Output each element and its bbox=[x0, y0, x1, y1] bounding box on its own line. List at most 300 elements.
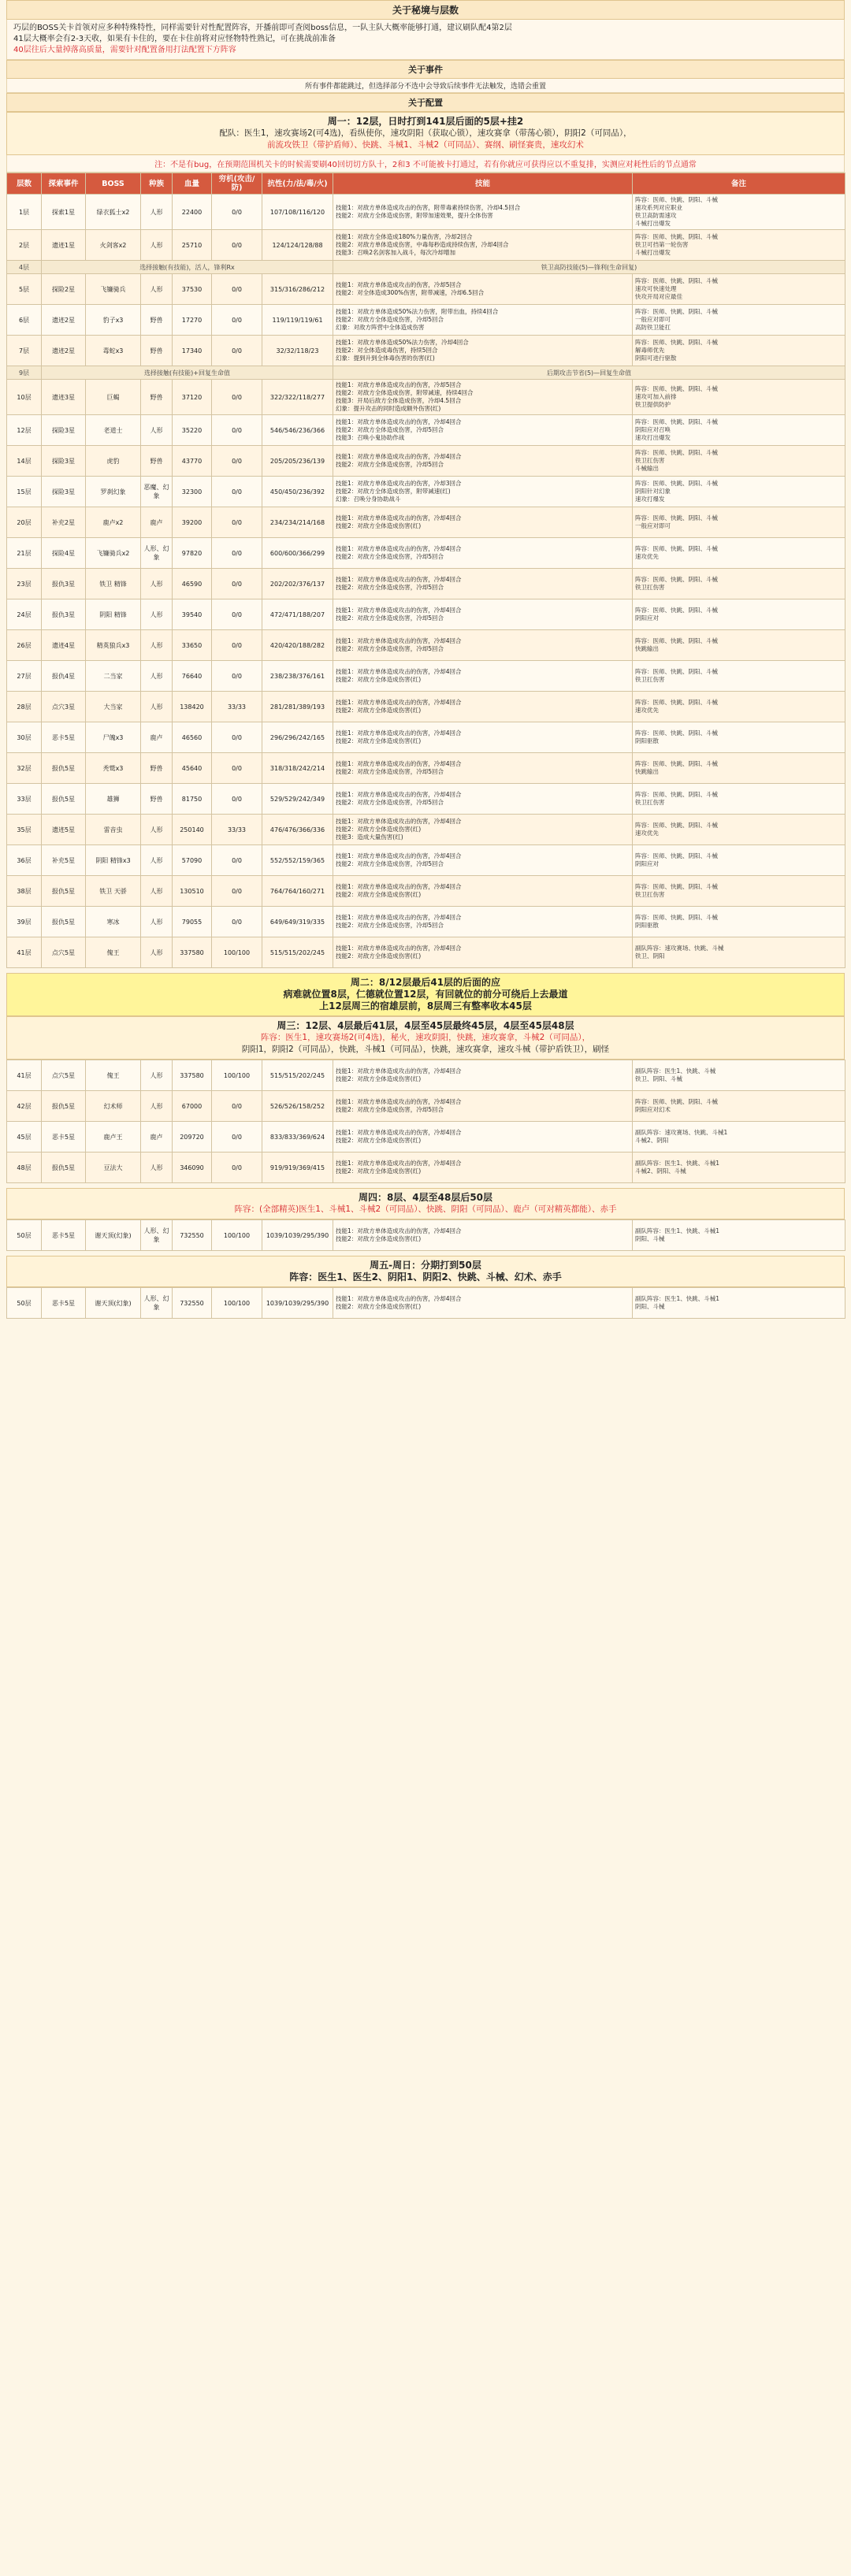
hp-cell: 97820 bbox=[173, 538, 212, 569]
table-row bbox=[7, 415, 845, 446]
divider-event-cell: 选择接触(有技能)，活人，锋利Rx bbox=[42, 261, 333, 274]
week2-line: 阵容：医生1，速攻赛场2(可4选)，秘火，速攻阴阳，快跳，速攻赛拿，斗械2（可同品）， bbox=[260, 1033, 591, 1042]
divider-row bbox=[7, 366, 845, 380]
block-cell: 0/0 bbox=[212, 446, 262, 477]
hp-cell: 76640 bbox=[173, 661, 212, 692]
skill-cell: 技能1：对敌方单体造成攻击的伤害，冷却4回合 技能2：对敌方全体造成伤害，冷却5回合 bbox=[333, 753, 633, 784]
floor-cell: 41层 bbox=[7, 1060, 42, 1091]
boss-cell: 豹子x3 bbox=[86, 305, 141, 336]
race-cell: 鹿卢 bbox=[141, 507, 173, 538]
floor-cell: 41层 bbox=[7, 937, 42, 968]
floor-cell: 23层 bbox=[7, 569, 42, 599]
skill-cell: 技能1：对敌方单体造成攻击的伤害，冷却5回合 技能2：对敌方全体造成伤害，附带减速，持续4回合 技能3：开局后敌方全体造成伤害，冷却4.5回合 幻象：提升攻击的同时造成额外伤害(红) bbox=[333, 380, 633, 415]
week2-line: 周二：8/12层最后41层的后面的应 bbox=[350, 977, 501, 988]
block-cell: 0/0 bbox=[212, 415, 262, 446]
divider-skill-cell: 后期攻击节省(5)—回复生命值 bbox=[333, 366, 845, 380]
intro-line: 40层往后大量掉落高质量，需要针对配置备用打法配置下方阵容 bbox=[13, 46, 236, 54]
note-cell: 阵容：医师、快跳、阴阳、斗械 一般应对即可 bbox=[633, 507, 845, 538]
block-cell: 0/0 bbox=[212, 477, 262, 507]
floor-cell: 21层 bbox=[7, 538, 42, 569]
floor-table bbox=[6, 173, 845, 968]
note-cell: 阵容：医师、快跳、阴阳、斗械 阴阳针对幻象 速攻打爆发 bbox=[633, 477, 845, 507]
hp-cell: 346090 bbox=[173, 1153, 212, 1183]
skill-cell: 技能1：对敌方单体造成攻击的伤害，冷却4回合 技能2：对敌方全体造成伤害(红) bbox=[333, 876, 633, 907]
table-row bbox=[7, 599, 845, 630]
hp-cell: 732550 bbox=[173, 1220, 212, 1251]
resist-cell: 315/316/286/212 bbox=[262, 274, 333, 305]
skill-cell: 技能1：对敌方单体造成攻击的伤害，冷却4回合 技能2：对敌方全体造成伤害(红) bbox=[333, 507, 633, 538]
block-cell: 0/0 bbox=[212, 722, 262, 753]
skill-cell: 技能1：对敌方单体造成攻击的伤害，冷却4回合 技能2：对敌方全体造成伤害，冷却5回合 bbox=[333, 784, 633, 815]
week2-detail bbox=[6, 1016, 845, 1060]
boss-cell: 铁卫 天骄 bbox=[86, 876, 141, 907]
event-cell: 遗迹5星 bbox=[42, 815, 86, 845]
hp-cell: 209720 bbox=[173, 1122, 212, 1153]
note-cell: 阵容：医师、快跳、阴阳、斗械 快跳输出 bbox=[633, 753, 845, 784]
table-row bbox=[7, 336, 845, 366]
table-row bbox=[7, 1288, 845, 1319]
boss-cell: 老道士 bbox=[86, 415, 141, 446]
block-cell: 0/0 bbox=[212, 1153, 262, 1183]
race-cell: 人形 bbox=[141, 599, 173, 630]
table-body bbox=[7, 195, 845, 968]
block-cell: 0/0 bbox=[212, 507, 262, 538]
event-cell: 报仇3星 bbox=[42, 599, 86, 630]
note-cell: 阵容：医师、快跳、阴阳、斗械 快跳输出 bbox=[633, 630, 845, 661]
table-row bbox=[7, 305, 845, 336]
resist-cell: 552/552/159/365 bbox=[262, 845, 333, 876]
race-cell: 人形、幻象 bbox=[141, 1220, 173, 1251]
floor-cell: 39层 bbox=[7, 907, 42, 937]
event-cell: 报仇5星 bbox=[42, 784, 86, 815]
boss-cell: 阴阳 精锋x3 bbox=[86, 845, 141, 876]
table-row bbox=[7, 753, 845, 784]
week1-header bbox=[6, 112, 845, 155]
intro-line: 巧层的BOSS关卡首领对应多种特殊特性，同样需要针对性配置阵容，开播前即可查阅boss信息，一队主队大概率能够打通，建议刷队配4第2层 bbox=[13, 24, 512, 32]
note-cell: 副队阵容：医生1、快跳、斗械1 阴阳、斗械 bbox=[633, 1220, 845, 1251]
block-cell: 33/33 bbox=[212, 692, 262, 722]
event-cell: 点穴5星 bbox=[42, 937, 86, 968]
resist-cell: 476/476/366/336 bbox=[262, 815, 333, 845]
boss-cell: 谢天顶(幻象) bbox=[86, 1288, 141, 1319]
table-body bbox=[7, 1220, 845, 1251]
note-cell: 副队阵容：医生1、快跳、斗械1 阴阳、斗械 bbox=[633, 1288, 845, 1319]
week4-line: 阵容：医生1、医生2、阴阳1、阴阳2、快跳、斗械、幻术、赤手 bbox=[289, 1271, 562, 1282]
event-cell: 报仇3星 bbox=[42, 569, 86, 599]
race-cell: 野兽 bbox=[141, 784, 173, 815]
event-cell: 遗迹3星 bbox=[42, 380, 86, 415]
floor-cell: 9层 bbox=[7, 366, 42, 380]
race-cell: 人形 bbox=[141, 630, 173, 661]
skill-cell: 技能1：对敌方全体造成180%力量伤害，冷却2回合 技能2：对敌方单体造成伤害，中毒每秒造成持续伤害，冷却4回合 技能3：召唤2名剑客加入战斗，每次冷却增加 bbox=[333, 230, 633, 261]
event-cell: 探险2星 bbox=[42, 274, 86, 305]
note-cell: 副队阵容：医生1、快跳、斗械1 斗械2、阴阳、斗械 bbox=[633, 1153, 845, 1183]
skill-cell: 技能1：对敌方单体造成攻击的伤害，冷却4回合 技能2：对敌方全体造成伤害(红) bbox=[333, 1220, 633, 1251]
week3-line: 阵容：(全部精英)医生1、斗械1、斗械2（可同品）、快跳、阴阳（可同品）、鹿卢（可对精英都能）、赤手 bbox=[234, 1204, 617, 1214]
col-header: 备注 bbox=[633, 173, 845, 195]
resist-cell: 526/526/158/252 bbox=[262, 1091, 333, 1122]
note-cell: 阵容：医师、快跳、阴阳、斗械 阴阳应对 bbox=[633, 599, 845, 630]
event-cell: 探索1星 bbox=[42, 195, 86, 230]
resist-cell: 472/471/188/207 bbox=[262, 599, 333, 630]
race-cell: 人形 bbox=[141, 415, 173, 446]
table-row bbox=[7, 876, 845, 907]
week2-line: 病难就位置8层，仁德就位置12层，有回就位的前分可绕后上去最道 bbox=[283, 989, 568, 1000]
resist-cell: 764/764/160/271 bbox=[262, 876, 333, 907]
event-cell: 遗迹2星 bbox=[42, 336, 86, 366]
skill-cell: 技能1：对敌方单体造成50%法力伤害，冷却4回合 技能2：对全体造成毒伤害，持续5回合 幻象：提到升到全体毒伤害的伤害(红) bbox=[333, 336, 633, 366]
block-cell: 0/0 bbox=[212, 274, 262, 305]
hp-cell: 732550 bbox=[173, 1288, 212, 1319]
table-body bbox=[7, 1060, 845, 1183]
col-header: 探索事件 bbox=[42, 173, 86, 195]
boss-cell: 幻术师 bbox=[86, 1091, 141, 1122]
resist-cell: 202/202/376/137 bbox=[262, 569, 333, 599]
week3-header bbox=[6, 1188, 845, 1219]
boss-cell: 谢天顶(幻象) bbox=[86, 1220, 141, 1251]
race-cell: 野兽 bbox=[141, 380, 173, 415]
note-cell: 阵容：医师、快跳、阴阳、斗械 速攻优先 bbox=[633, 815, 845, 845]
block-cell: 0/0 bbox=[212, 661, 262, 692]
divider-event-cell: 选择接触(有技能)+回复生命值 bbox=[42, 366, 333, 380]
race-cell: 人形 bbox=[141, 1153, 173, 1183]
resist-cell: 238/238/376/161 bbox=[262, 661, 333, 692]
note-cell: 阵容：医师、快跳、阴阳、斗械 阴阳驱散 bbox=[633, 722, 845, 753]
floor-cell: 15层 bbox=[7, 477, 42, 507]
resist-cell: 318/318/242/214 bbox=[262, 753, 333, 784]
resist-cell: 529/529/242/349 bbox=[262, 784, 333, 815]
skill-cell: 技能1：对敌方单体造成攻击的伤害，冷却4回合 技能2：对敌方全体造成伤害，冷却5回合 bbox=[333, 569, 633, 599]
floor-cell: 2层 bbox=[7, 230, 42, 261]
table-row bbox=[7, 195, 845, 230]
boss-cell: 傀王 bbox=[86, 937, 141, 968]
block-cell: 0/0 bbox=[212, 753, 262, 784]
week1-line: 配队：医生1，速攻赛场2(可4选)，看纵使你，速攻阴阳（获取心锁），速攻赛拿（带荡心锁），阴阳2（可同品）， bbox=[219, 128, 632, 138]
floor-cell: 45层 bbox=[7, 1122, 42, 1153]
boss-cell: 精英狼兵x3 bbox=[86, 630, 141, 661]
skill-cell: 技能1：对敌方单体造成攻击的伤害，冷却4回合 技能2：对敌方全体造成伤害，冷却5回合 bbox=[333, 845, 633, 876]
boss-cell: 豆法大 bbox=[86, 1153, 141, 1183]
hp-cell: 138420 bbox=[173, 692, 212, 722]
floor-cell: 33层 bbox=[7, 784, 42, 815]
block-cell: 0/0 bbox=[212, 599, 262, 630]
boss-cell: 鹿卢王 bbox=[86, 1122, 141, 1153]
skill-cell: 技能1：对敌方单体造成攻击的伤害，冷却4回合 技能2：对敌方全体造成伤害(红) bbox=[333, 661, 633, 692]
note-cell: 阵容：医师、快跳、阴阳、斗械 铁卫扛伤害 bbox=[633, 784, 845, 815]
hp-cell: 43770 bbox=[173, 446, 212, 477]
hp-cell: 37530 bbox=[173, 274, 212, 305]
floor-cell: 27层 bbox=[7, 661, 42, 692]
boss-cell: 大当家 bbox=[86, 692, 141, 722]
resist-cell: 649/649/319/335 bbox=[262, 907, 333, 937]
event-cell: 恶卡5星 bbox=[42, 1220, 86, 1251]
race-cell: 人形 bbox=[141, 195, 173, 230]
resist-cell: 833/833/369/624 bbox=[262, 1122, 333, 1153]
race-cell: 野兽 bbox=[141, 446, 173, 477]
note-cell: 阵容：医师、快跳、阴阳、斗械 铁卫扛伤害 斗械输出 bbox=[633, 446, 845, 477]
race-cell: 人形 bbox=[141, 692, 173, 722]
resist-cell: 119/119/119/61 bbox=[262, 305, 333, 336]
skill-cell: 技能1：对敌方单体造成攻击的伤害，附带毒素持续伤害，冷却4.5回合 技能2：对敌方全体造成伤害，附带加速效果，提升全体伤害 bbox=[333, 195, 633, 230]
skill-cell: 技能1：对敌方单体造成攻击的伤害，冷却3回合 技能2：对敌方全体造成伤害，附带减速(红) 幻象：召唤分身协助战斗 bbox=[333, 477, 633, 507]
resist-cell: 515/515/202/245 bbox=[262, 1060, 333, 1091]
table-row bbox=[7, 1091, 845, 1122]
boss-cell: 罗刹幻象 bbox=[86, 477, 141, 507]
block-cell: 0/0 bbox=[212, 876, 262, 907]
resist-cell: 450/450/236/392 bbox=[262, 477, 333, 507]
block-cell: 0/0 bbox=[212, 305, 262, 336]
col-header: 血量 bbox=[173, 173, 212, 195]
block-cell: 100/100 bbox=[212, 937, 262, 968]
hp-cell: 46560 bbox=[173, 722, 212, 753]
table-row bbox=[7, 1060, 845, 1091]
note-cell: 阵容：医师、快跳、阴阳、斗械 解毒师优先 阴阳可进行驱散 bbox=[633, 336, 845, 366]
boss-cell: 铁卫 精锋 bbox=[86, 569, 141, 599]
hp-cell: 32300 bbox=[173, 477, 212, 507]
resist-cell: 322/322/118/277 bbox=[262, 380, 333, 415]
table-row bbox=[7, 815, 845, 845]
table-header-row bbox=[7, 173, 845, 195]
block-cell: 0/0 bbox=[212, 907, 262, 937]
week2-line: 上12层周三的宿雄层前，8层周三有整率收本45层 bbox=[319, 1000, 532, 1011]
hp-cell: 67000 bbox=[173, 1091, 212, 1122]
table-row bbox=[7, 907, 845, 937]
boss-cell: 寒冰 bbox=[86, 907, 141, 937]
floor-cell: 38层 bbox=[7, 876, 42, 907]
block-cell: 0/0 bbox=[212, 845, 262, 876]
resist-cell: 107/108/116/120 bbox=[262, 195, 333, 230]
hp-cell: 39540 bbox=[173, 599, 212, 630]
block-cell: 0/0 bbox=[212, 230, 262, 261]
skill-cell: 技能1：对敌方单体造成攻击的伤害，冷却5回合 技能2：对全体造成300%伤害，附带减速，冷却6.5回合 bbox=[333, 274, 633, 305]
hp-cell: 45640 bbox=[173, 753, 212, 784]
event-cell: 探险4星 bbox=[42, 538, 86, 569]
floor-table-week3 bbox=[6, 1219, 845, 1251]
race-cell: 人形 bbox=[141, 1091, 173, 1122]
boss-cell: 毒蛇x3 bbox=[86, 336, 141, 366]
event-cell: 报仇5星 bbox=[42, 753, 86, 784]
boss-cell: 飞镰骑兵 bbox=[86, 274, 141, 305]
hp-cell: 130510 bbox=[173, 876, 212, 907]
skill-cell: 技能1：对敌方单体造成攻击的伤害，冷却4回合 技能2：对敌方全体造成伤害(红) bbox=[333, 937, 633, 968]
hp-cell: 33650 bbox=[173, 630, 212, 661]
race-cell: 野兽 bbox=[141, 336, 173, 366]
resist-cell: 420/420/188/282 bbox=[262, 630, 333, 661]
race-cell: 人形 bbox=[141, 815, 173, 845]
col-header: BOSS bbox=[86, 173, 141, 195]
boss-cell: 二当家 bbox=[86, 661, 141, 692]
table-row bbox=[7, 784, 845, 815]
block-cell: 0/0 bbox=[212, 1122, 262, 1153]
hp-cell: 39200 bbox=[173, 507, 212, 538]
table-body bbox=[7, 1288, 845, 1319]
boss-cell: 虎豹 bbox=[86, 446, 141, 477]
col-header: 抗性(力/法/毒/火) bbox=[262, 173, 333, 195]
note-cell: 阵容：医师、快跳、阴阳、斗械 阴阳驱散 bbox=[633, 907, 845, 937]
floor-cell: 10层 bbox=[7, 380, 42, 415]
hp-cell: 35220 bbox=[173, 415, 212, 446]
table-row bbox=[7, 661, 845, 692]
table-row bbox=[7, 1220, 845, 1251]
event-cell: 报仇4星 bbox=[42, 661, 86, 692]
boss-cell: 巨蝎 bbox=[86, 380, 141, 415]
skill-cell: 技能1：对敌方单体造成攻击的伤害，冷却4回合 技能2：对敌方全体造成伤害，冷却5回合 bbox=[333, 538, 633, 569]
resist-cell: 919/919/369/415 bbox=[262, 1153, 333, 1183]
event-cell: 点穴5星 bbox=[42, 1060, 86, 1091]
resist-cell: 234/234/214/168 bbox=[262, 507, 333, 538]
resist-cell: 515/515/202/245 bbox=[262, 937, 333, 968]
table-row bbox=[7, 692, 845, 722]
skill-cell: 技能1：对敌方单体造成攻击的伤害，冷却4回合 技能2：对敌方全体造成伤害，冷却5回合 bbox=[333, 1091, 633, 1122]
resist-cell: 1039/1039/295/390 bbox=[262, 1288, 333, 1319]
event-cell: 遗迹1星 bbox=[42, 230, 86, 261]
floor-table-week2 bbox=[6, 1060, 845, 1183]
boss-cell: 火剑客x2 bbox=[86, 230, 141, 261]
resist-cell: 600/600/366/299 bbox=[262, 538, 333, 569]
week1-line: 周一：12层，日时打到141层后面的5层+挂2 bbox=[327, 116, 524, 127]
race-cell: 人形、幻象 bbox=[141, 1288, 173, 1319]
skill-cell: 技能1：对敌方单体造成攻击的伤害，冷却4回合 技能2：对敌方全体造成伤害，冷却5回合 bbox=[333, 630, 633, 661]
floor-cell: 6层 bbox=[7, 305, 42, 336]
resist-cell: 32/32/118/23 bbox=[262, 336, 333, 366]
skill-cell: 技能1：对敌方单体造成攻击的伤害，冷却4回合 技能2：对敌方全体造成伤害，冷却5回合 技能3：召唤小鬼协助作战 bbox=[333, 415, 633, 446]
note-cell: 阵容：医师、快跳、阴阳、斗械 铁卫扛伤害 bbox=[633, 876, 845, 907]
hp-cell: 79055 bbox=[173, 907, 212, 937]
event-cell: 恶卡5星 bbox=[42, 1122, 86, 1153]
skill-cell: 技能1：对敌方单体造成50%法力伤害，附带出血，持续4回合 技能2：对敌方全体造成伤害，冷却5回合 幻象：对敌方阵营中全体造成伤害 bbox=[333, 305, 633, 336]
events-subtitle: 所有事件都能跳过，但选择部分不选中会导致后续事件无法触发，选错会重置 bbox=[6, 79, 845, 93]
skill-cell: 技能1：对敌方单体造成攻击的伤害，冷却4回合 技能2：对敌方全体造成伤害(红) bbox=[333, 692, 633, 722]
skill-cell: 技能1：对敌方单体造成攻击的伤害，冷却4回合 技能2：对敌方全体造成伤害(红) bbox=[333, 722, 633, 753]
events-title: 关于事件 bbox=[6, 60, 845, 79]
table-row bbox=[7, 230, 845, 261]
boss-cell: 飞镰骑兵x2 bbox=[86, 538, 141, 569]
table-row bbox=[7, 538, 845, 569]
boss-cell: 傀王 bbox=[86, 1060, 141, 1091]
page bbox=[6, 0, 845, 1319]
floor-cell: 7层 bbox=[7, 336, 42, 366]
race-cell: 人形 bbox=[141, 876, 173, 907]
block-cell: 0/0 bbox=[212, 630, 262, 661]
floor-table-week4 bbox=[6, 1287, 845, 1319]
block-cell: 0/0 bbox=[212, 784, 262, 815]
boss-cell: 秃鹫x3 bbox=[86, 753, 141, 784]
block-cell: 0/0 bbox=[212, 569, 262, 599]
week1-warning: 注：不是有bug，在预期范围机关卡的时候需要刷40回切切方队十，2和3 不可能被卡打通过，若有你就应可获得应以不重复排，实测应对耗性后的节点通常 bbox=[6, 155, 845, 173]
table-row bbox=[7, 630, 845, 661]
skill-cell: 技能1：对敌方单体造成攻击的伤害，冷却4回合 技能2：对敌方全体造成伤害(红) bbox=[333, 1153, 633, 1183]
floor-cell: 1层 bbox=[7, 195, 42, 230]
event-cell: 探险3星 bbox=[42, 477, 86, 507]
note-cell: 阵容：医师、快跳、阴阳、斗械 铁卫扛伤害 bbox=[633, 661, 845, 692]
note-cell: 阵容：医师、快跳、阴阳、斗械 速攻优先 bbox=[633, 692, 845, 722]
resist-cell: 546/546/236/366 bbox=[262, 415, 333, 446]
block-cell: 33/33 bbox=[212, 815, 262, 845]
event-cell: 报仇5星 bbox=[42, 1091, 86, 1122]
floor-cell: 30层 bbox=[7, 722, 42, 753]
event-cell: 遗迹2星 bbox=[42, 305, 86, 336]
table-row bbox=[7, 446, 845, 477]
hp-cell: 337580 bbox=[173, 1060, 212, 1091]
week4-line: 周五-周日：分期打到50层 bbox=[370, 1260, 481, 1271]
block-cell: 0/0 bbox=[212, 336, 262, 366]
block-cell: 100/100 bbox=[212, 1220, 262, 1251]
table-row bbox=[7, 477, 845, 507]
note-cell: 阵容：医师、快跳、阴阳、斗械 速攻优先 bbox=[633, 538, 845, 569]
floor-cell: 42层 bbox=[7, 1091, 42, 1122]
note-cell: 阵容：医师、快跳、阴阳、斗械 阴阳应对幻术 bbox=[633, 1091, 845, 1122]
table-row bbox=[7, 1153, 845, 1183]
block-cell: 0/0 bbox=[212, 195, 262, 230]
race-cell: 人形 bbox=[141, 569, 173, 599]
race-cell: 人形 bbox=[141, 1060, 173, 1091]
divider-row bbox=[7, 261, 845, 274]
race-cell: 人形 bbox=[141, 274, 173, 305]
floor-cell: 50层 bbox=[7, 1220, 42, 1251]
race-cell: 人形 bbox=[141, 907, 173, 937]
event-cell: 报仇5星 bbox=[42, 907, 86, 937]
table-row bbox=[7, 274, 845, 305]
col-header: 技能 bbox=[333, 173, 633, 195]
note-cell: 阵容：医师、快跳、阴阳、斗械 速攻系列对应职业 铁卫高防需速攻 斗械打出爆发 bbox=[633, 195, 845, 230]
skill-cell: 技能1：对敌方单体造成攻击的伤害，冷却4回合 技能2：对敌方全体造成伤害，冷却5回合 bbox=[333, 599, 633, 630]
race-cell: 人形 bbox=[141, 845, 173, 876]
table-row bbox=[7, 507, 845, 538]
hp-cell: 17270 bbox=[173, 305, 212, 336]
skill-cell: 技能1：对敌方单体造成攻击的伤害，冷却4回合 技能2：对敌方全体造成伤害(红) bbox=[333, 1288, 633, 1319]
col-header: 层数 bbox=[7, 173, 42, 195]
event-cell: 遗迹4星 bbox=[42, 630, 86, 661]
boss-cell: 绿衣狐士x2 bbox=[86, 195, 141, 230]
floor-cell: 50层 bbox=[7, 1288, 42, 1319]
floor-cell: 36层 bbox=[7, 845, 42, 876]
col-header: 穷机(攻击/防) bbox=[212, 173, 262, 195]
hp-cell: 337580 bbox=[173, 937, 212, 968]
event-cell: 恶卡5星 bbox=[42, 722, 86, 753]
floor-cell: 14层 bbox=[7, 446, 42, 477]
event-cell: 报仇5星 bbox=[42, 876, 86, 907]
block-cell: 0/0 bbox=[212, 1091, 262, 1122]
hp-cell: 57090 bbox=[173, 845, 212, 876]
event-cell: 恶卡5星 bbox=[42, 1288, 86, 1319]
week3-line: 周四：8层、4层至48层后50层 bbox=[358, 1192, 493, 1203]
note-cell: 副队阵容：速攻赛场、快跳、斗械1 斗械2、阴阳 bbox=[633, 1122, 845, 1153]
week2-line: 阴阳1，阴阳2（可同品），快跳，斗械1（可同品），快跳，速攻赛拿，速攻斗械（带护盾铁卫），刷怪 bbox=[241, 1045, 610, 1054]
floor-cell: 12层 bbox=[7, 415, 42, 446]
note-cell: 阵容：医师、快跳、阴阳、斗械 速攻可加入前排 铁卫提供防护 bbox=[633, 380, 845, 415]
week4-header bbox=[6, 1256, 845, 1287]
table-row bbox=[7, 380, 845, 415]
event-cell: 探险3星 bbox=[42, 415, 86, 446]
resist-cell: 296/296/242/165 bbox=[262, 722, 333, 753]
table-row bbox=[7, 1122, 845, 1153]
hp-cell: 46590 bbox=[173, 569, 212, 599]
floor-cell: 35层 bbox=[7, 815, 42, 845]
boss-cell: 阴阳 精锋 bbox=[86, 599, 141, 630]
race-cell: 野兽 bbox=[141, 753, 173, 784]
floor-cell: 48层 bbox=[7, 1153, 42, 1183]
note-cell: 阵容：医师、快跳、阴阳、斗械 阴阳应对 bbox=[633, 845, 845, 876]
hp-cell: 22400 bbox=[173, 195, 212, 230]
page-title: 关于秘境与层数 bbox=[6, 0, 845, 20]
event-cell: 点穴3星 bbox=[42, 692, 86, 722]
resist-cell: 281/281/389/193 bbox=[262, 692, 333, 722]
skill-cell: 技能1：对敌方单体造成攻击的伤害，冷却4回合 技能2：对敌方全体造成伤害，冷却5回合 bbox=[333, 907, 633, 937]
boss-cell: 鹿卢x2 bbox=[86, 507, 141, 538]
boss-cell: 雷音虫 bbox=[86, 815, 141, 845]
note-cell: 阵容：医师、快跳、阴阳、斗械 阴阳应对召唤 速攻打出爆发 bbox=[633, 415, 845, 446]
note-cell: 阵容：医师、快跳、阴阳、斗械 一般应对即可 高防铁卫能扛 bbox=[633, 305, 845, 336]
